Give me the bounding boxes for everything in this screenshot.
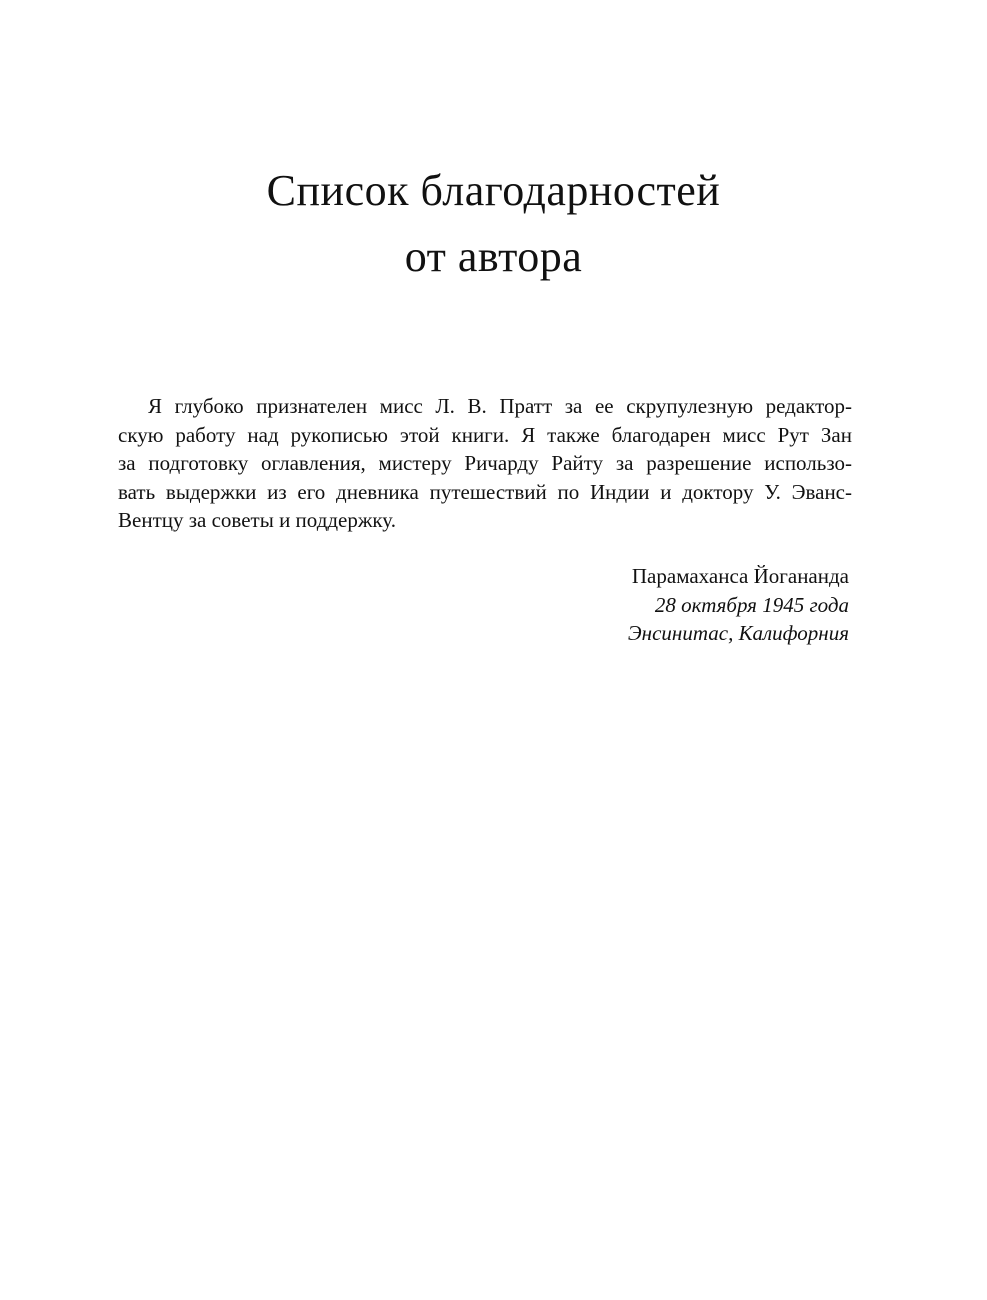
paragraph-line: Я глубоко признателен мисс Л. В. Пратт за ее скрупулезную редактор-: [148, 394, 852, 418]
paragraph-line: Вентцу за советы и поддержку.: [118, 508, 396, 532]
signature-author: Парамаханса Йогананда: [631, 564, 849, 588]
paragraph-line: за подготовку оглавления, мистеру Ричарду Райту за разрешение использо-: [118, 451, 852, 475]
paragraph-line: вать выдержки из его дневника путешествий по Индии и доктору У. Эванс-: [118, 479, 852, 504]
signature-block: [628, 562, 849, 648]
signature-place: Энсинитас, Калифорния: [627, 621, 849, 645]
title-line-2: от автора: [404, 232, 583, 281]
paragraph-line: скую работу над рукописью этой книги. Я также благодарен мисс Рут Зан: [118, 422, 852, 447]
signature-date: 28 октября 1945 года: [654, 592, 849, 617]
acknowledgements-paragraph: [118, 392, 852, 535]
page-title: [0, 158, 987, 290]
title-line-1: Список благодарностей: [266, 166, 721, 215]
